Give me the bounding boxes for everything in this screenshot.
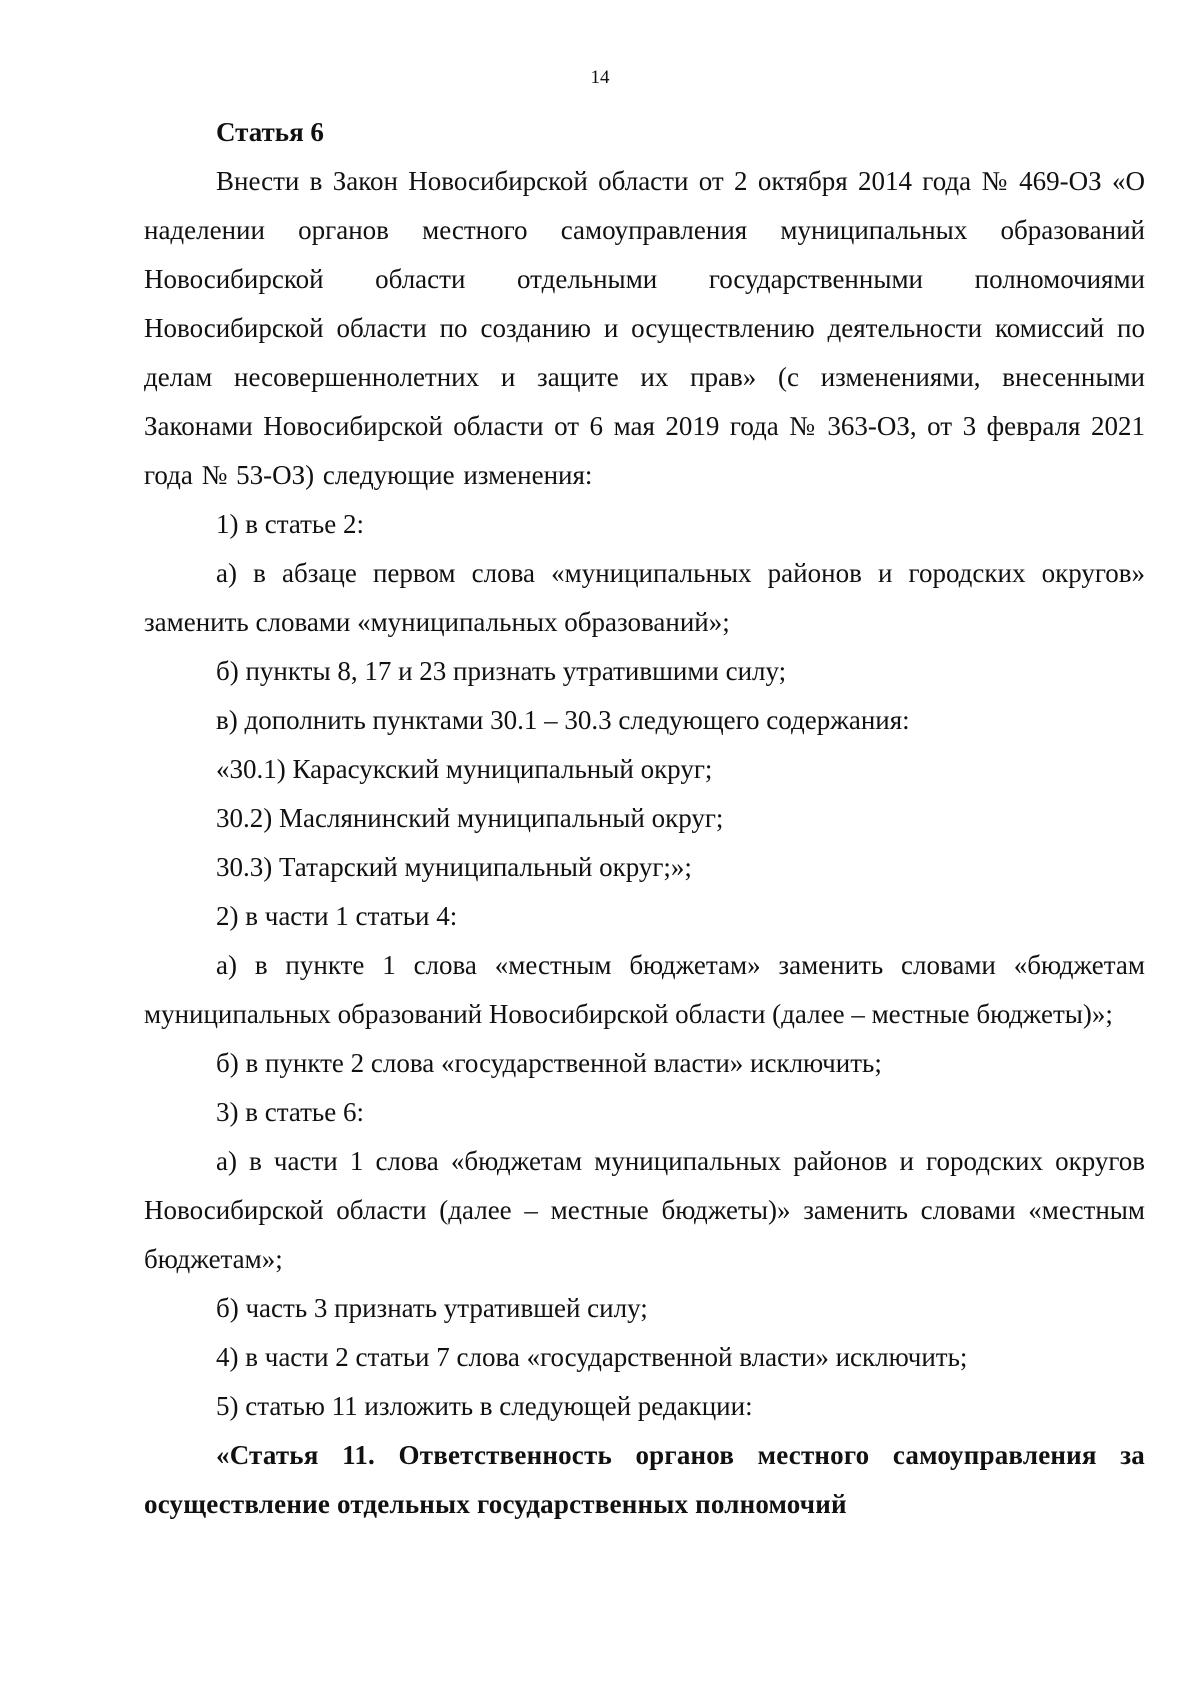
list-item: 2) в части 1 статьи 4: <box>216 901 458 931</box>
list-item: в) дополнить пунктами 30.1 – 30.3 следующего содержания: <box>216 705 910 735</box>
list-item: а) в абзаце первом слова «муниципальных районов и городских округов» заменить словами «муниципальных образований»; <box>144 558 1145 637</box>
list-item: а) в части 1 слова «бюджетам муниципальных районов и городских округов Новосибирской области (далее – местные бюджеты)» заменить словами «местным бюджетам»; <box>144 1146 1145 1274</box>
list-item: б) в пункте 2 слова «государственной власти» исключить; <box>216 1048 882 1078</box>
list-item: а) в пункте 1 слова «местным бюджетам» заменить словами «бюджетам муниципальных образований Новосибирской области (далее – местные бюджеты)»; <box>144 950 1145 1029</box>
paragraph-intro: Внести в Закон Новосибирской области от 2 октября 2014 года № 469-ОЗ «О наделении органов местного самоуправления муниципальных образований Новосибирской области отдельными государственными полномочиями Новосибирской области по созданию и осуществлению деятельности комиссий по делам несовершеннолетних и защите их прав» (с изменениями, внесенными Законами Новосибирской области от 6 мая 2019 года № 363-ОЗ, от 3 февраля 2021 года № 53-ОЗ) следующие изменения: <box>144 166 1145 490</box>
article-heading: Статья 6 <box>216 117 324 147</box>
page-number: 14 <box>590 67 610 88</box>
list-item: б) часть 3 признать утратившей силу; <box>216 1293 648 1323</box>
list-item: 30.2) Маслянинский муниципальный округ; <box>216 803 724 833</box>
list-item: 3) в статье 6: <box>216 1097 364 1127</box>
list-item: 4) в части 2 статьи 7 слова «государственной власти» исключить; <box>216 1342 968 1372</box>
closing-heading: «Статья 11. Ответственность органов местного самоуправления за осуществление отдельных государственных полномочий <box>144 1440 1145 1519</box>
document-body <box>144 108 1145 1529</box>
list-item: 5) статью 11 изложить в следующей редакции: <box>216 1391 753 1421</box>
list-item: «30.1) Карасукский муниципальный округ; <box>216 754 713 784</box>
list-item: б) пункты 8, 17 и 23 признать утратившими силу; <box>216 656 787 686</box>
list-item: 30.3) Татарский муниципальный округ;»; <box>216 852 692 882</box>
list-item: 1) в статье 2: <box>216 509 364 539</box>
